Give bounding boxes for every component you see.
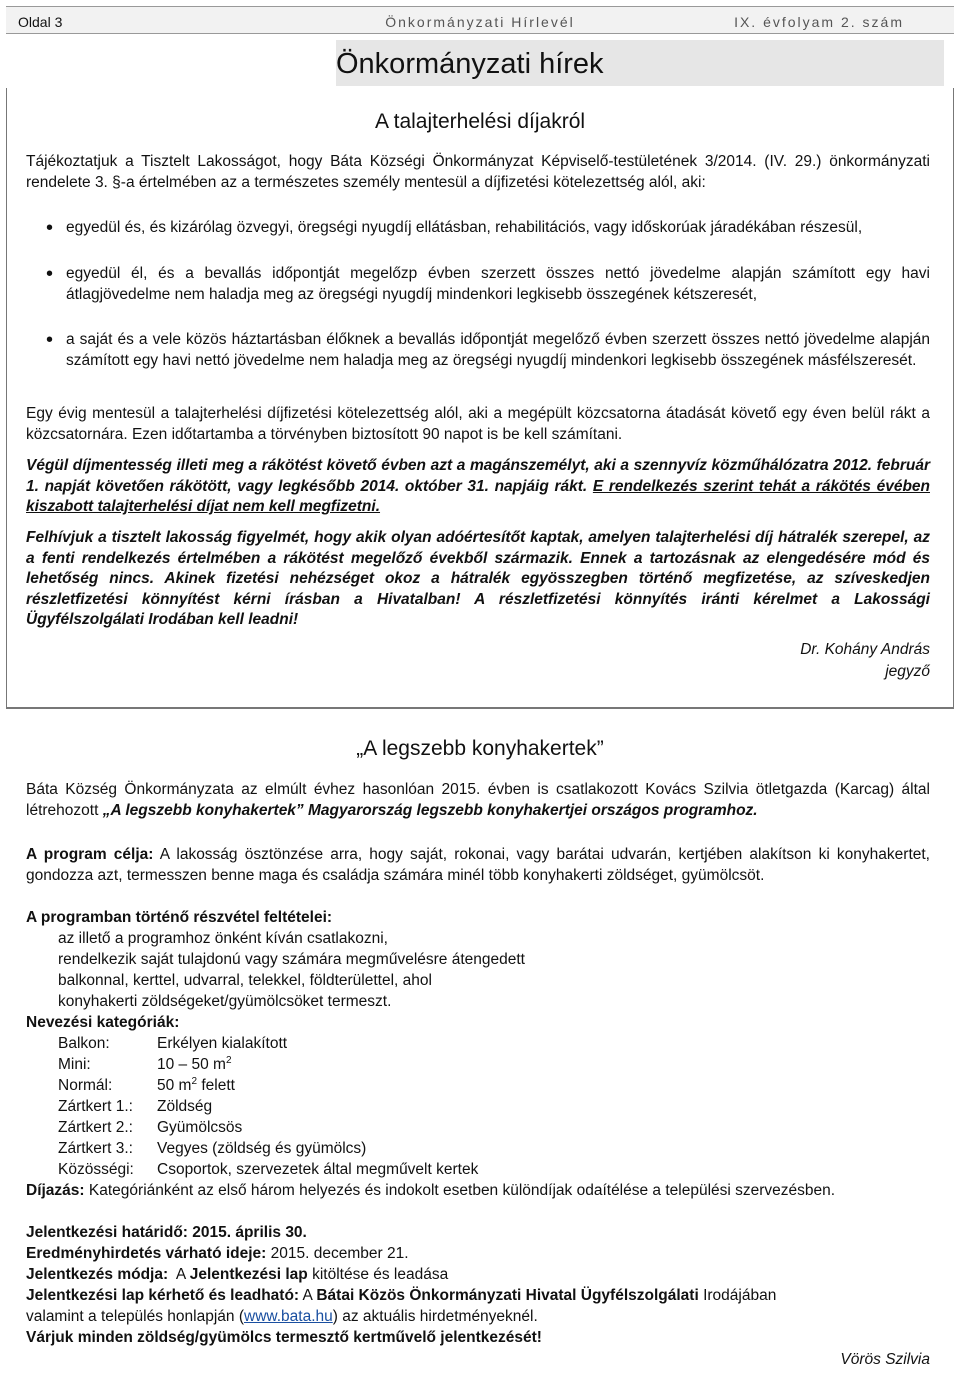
conditions-label-text: A programban történő részvétel feltételei:: [26, 909, 333, 926]
article1-para3-underline: E rendelkezés szerint tehát a rákötés évében kiszabott talajterhelési díjat nem kell megfizetni.: [26, 477, 930, 515]
method-text-a: A: [168, 1266, 190, 1283]
category-key: Mini:: [58, 1056, 91, 1073]
category-value: Erkélyen kialakított: [157, 1035, 288, 1052]
category-value: Gyümölcsös: [157, 1119, 243, 1136]
category-value: Csoportok, szervezetek által megművelt kertek: [157, 1161, 479, 1178]
category-value: Zöldség: [157, 1098, 213, 1115]
article1-intro: Tájékoztatjuk a Tisztelt Lakosságot, hogy Báta Községi Önkormányzat Képviselő-testületének 3/2014. (IV. 29.) önkormányzati rendelete 3. §-a értelmében az a természetes személy mentesül a díjfizetési kötelezettség alól, aki:: [26, 153, 930, 191]
method-bold: Jelentkezési lap: [189, 1266, 308, 1283]
article1-para3-text: Végül díjmentesség illeti meg a rákötést követő évben azt a magánszemélyt, aki a szennyvíz közműhálózatra 2012. február 1. napját követően rákötött, vagy legkésőbb 2014. október 31. napjáig rákt.: [26, 457, 930, 495]
category-value: [157, 1076, 235, 1097]
form-website: [26, 1307, 538, 1328]
article2-signature: Vörös Szilvia: [840, 1351, 930, 1368]
page-number: Oldal 3: [18, 14, 63, 30]
article1-para3: [26, 456, 930, 518]
deadline-text: Jelentkezési határidő: 2015. április 30.: [26, 1224, 307, 1241]
prize-info: [26, 1181, 930, 1202]
article2-intro-text: Báta Község Önkormányzata az elmúlt évhez hasonlóan 2015. évben is csatlakozott Kovács Szilvia ötletgazda (Karcag) által létrehozott: [26, 781, 930, 819]
article1-signature-role: jegyző: [885, 663, 930, 680]
section-title-box: [336, 40, 944, 86]
website-link[interactable]: www.bata.hu: [244, 1308, 333, 1325]
category-value-sup: 2: [191, 1075, 198, 1087]
result-text: 2015. december 21.: [266, 1245, 409, 1262]
conditions-label: [26, 908, 332, 929]
category-value: [157, 1055, 232, 1076]
article1-bullet-3: • a saját és a vele közös háztartásban élőknek a bevallás időpontját megelőző évben szerzett összes nettó jövedelme alapján számított egy havi nettó jövedelme nem haladja meg az öregségi nyugdíj mindenkori legkisebb összegének másfélszeresét.: [66, 330, 930, 371]
method-text-b: kitöltése és leadása: [307, 1266, 449, 1283]
goal-label: A program célja:: [26, 846, 154, 863]
category-value-suffix: felett: [197, 1077, 235, 1094]
form-bold: Bátai Közös Önkormányzati Hivatal Ügyfélszolgálati: [316, 1287, 699, 1304]
issue-label: IX. évfolyam 2. szám: [734, 14, 904, 30]
category-key: Normál:: [58, 1077, 113, 1094]
article2-intro: [26, 780, 930, 821]
condition-line-3: balkonnal, kerttel, udvarral, telekkel, földterülettel, ahol: [58, 972, 432, 989]
article1-bullet-2: • egyedül él, és a bevallás időpontját megelőzp évben szerzett összes nettó jövedelme alapján számított egy havi átlagjövedelme nem haladja meg az öregségi nyugdíj mindenkori legkisebb összegének kétszeresét,: [66, 264, 930, 305]
category-key: Zártkert 3.:: [58, 1140, 133, 1157]
category-key: Zártkert 2.:: [58, 1119, 133, 1136]
condition-line-2: rendelkezik saját tulajdonú vagy számára megművelésre átengedett: [58, 951, 525, 968]
form-text-b: Irodájában: [698, 1287, 777, 1304]
closing-text: Várjuk minden zöldség/gyümölcs termesztő kertművelő jelentkezését!: [26, 1329, 542, 1346]
application-method: [26, 1265, 448, 1286]
condition-line-4: konyhakerti zöldségeket/gyümölcsöket termeszt.: [58, 993, 392, 1010]
article1-para4: Felhívjuk a tisztelt lakosság figyelmét, hogy akik olyan adóértesítőt kaptak, amelyen talajterhelési díj hátralék szerepel, az a fenti rendelkezés értelmében a rákötést megelőző évekből származik. Ennek a tartozásnak az elengedésére mód és lehetőség nincs. Akinek fizetési nehézséget okoz a hátralék egyösszegben történő megfizetése, az szíveskedjen részletfizetési könnyítést kérni írásban a Hivatalban! A részletfizetési könnyítés iránti kérelmet a Lakossági Ügyfélszolgálati Irodában kell leadni!: [26, 529, 930, 628]
form-label: Jelentkezési lap kérhető és leadható:: [26, 1287, 300, 1304]
form-line2-b: ) az aktuális hirdetményeknél.: [332, 1308, 538, 1325]
category-key: Zártkert 1.:: [58, 1098, 133, 1115]
category-value-text: 50 m: [157, 1077, 192, 1094]
category-key: Balkon:: [58, 1035, 110, 1052]
prize-text: Kategóriánként az első három helyezés és indokolt esetben különdíjak odaítélése a települési szervezésben.: [84, 1182, 836, 1199]
article1-title: A talajterhelési díjakról: [374, 110, 586, 133]
category-value-text: 10 – 50 m: [157, 1056, 226, 1073]
categories-label-text: Nevezési kategóriák:: [26, 1014, 180, 1031]
article1-para2: Egy évig mentesül a talajterhelési díjfizetési kötelezettség alól, aki a megépült közcsatorna átadását követő egy éven belül rákt a közcsatornára. Ezen időtartamba a törvényben biztosított 90 napot is be kell számítani.: [26, 405, 930, 443]
article2-title: „A legszebb konyhakertek”: [356, 737, 604, 760]
category-value: Vegyes (zöldség és gyümölcs): [157, 1140, 367, 1157]
section-title: Önkormányzati hírek: [336, 48, 604, 80]
goal-text: A lakosság ösztönzése arra, hogy saját, rokonai, vagy barátai udvarán, kertjében alakítson ki konyhakertet, gondozza azt, termesszen benne maga és családja számára minél több konyhakerti zöldséget, gyümölcsöt.: [26, 846, 930, 884]
page-header: [6, 6, 954, 34]
result-date: [26, 1244, 409, 1265]
form-text-a: A: [299, 1287, 317, 1304]
condition-line-1: az illető a programhoz önként kíván csatlakozni,: [58, 930, 388, 947]
categories-label: [26, 1013, 179, 1034]
publication-title: Önkormányzati Hírlevél: [385, 14, 575, 30]
category-value-sup: 2: [225, 1054, 232, 1066]
category-key: Közösségi:: [58, 1161, 134, 1178]
prize-label: Díjazás:: [26, 1182, 85, 1199]
form-line2-a: valamint a település honlapján (: [26, 1308, 244, 1325]
result-label: Eredményhirdetés várható ideje:: [26, 1245, 267, 1262]
article1-signature-name: Dr. Kohány András: [800, 641, 930, 658]
form-availability: [26, 1286, 776, 1307]
article2-intro-program: „A legszebb konyhakertek” Magyarország legszebb konyhakertjei országos programhoz.: [102, 801, 758, 819]
closing: [26, 1328, 542, 1349]
article1-bullet-1: • egyedül és, és kizárólag özvegyi, öregségi nyugdíj ellátásban, rehabilitációs, vagy időskorúak járadékában részesül,: [66, 218, 930, 239]
article2-goal: [26, 845, 930, 886]
method-label: Jelentkezés módja:: [26, 1266, 169, 1283]
deadline: [26, 1223, 307, 1244]
